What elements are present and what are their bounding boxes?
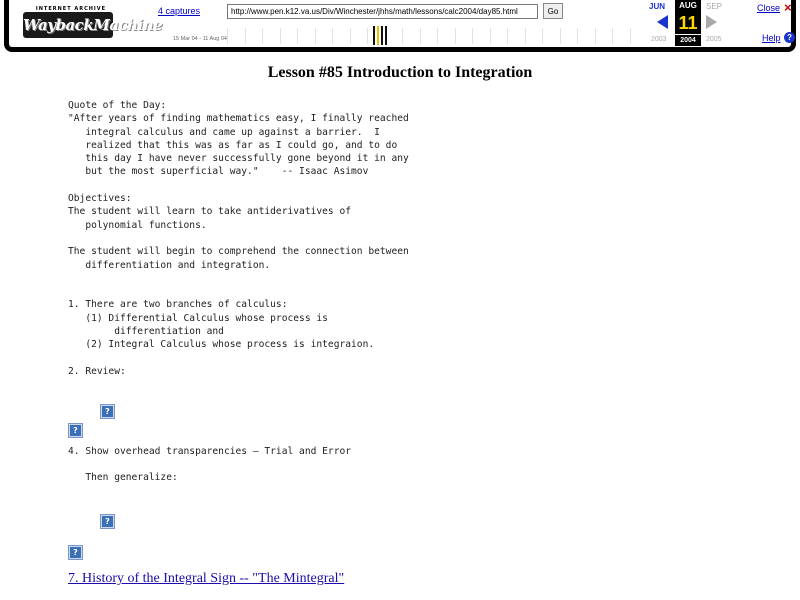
timeline-tick bbox=[245, 28, 246, 44]
timeline-tick bbox=[455, 28, 456, 44]
wayback-toolbar bbox=[4, 0, 796, 52]
timeline-tick bbox=[507, 28, 508, 44]
year-current: 2004 bbox=[675, 35, 701, 46]
capture-mark[interactable] bbox=[373, 26, 375, 45]
month-prev[interactable]: JUN bbox=[649, 2, 666, 11]
timeline-tick bbox=[577, 28, 578, 44]
mintegral-history-link[interactable]: 7. History of the Integral Sign -- "The Mintegral" bbox=[68, 571, 345, 586]
close-icon[interactable]: × bbox=[784, 0, 792, 15]
page-title: Lesson #85 Introduction to Integration bbox=[267, 64, 533, 81]
logo-top-text: INTERNET ARCHIVE bbox=[35, 6, 107, 12]
wayback-logo[interactable] bbox=[23, 6, 163, 42]
month-next: SEP bbox=[706, 2, 723, 11]
captures-range: 15 Mar 04 - 11 Aug 04 bbox=[172, 36, 227, 42]
logo-main-text: WaybackMachine bbox=[23, 12, 113, 38]
capture-mark[interactable] bbox=[385, 26, 387, 45]
timeline-tick bbox=[367, 28, 368, 44]
year-next: 2005 bbox=[706, 36, 722, 43]
month-current: AUG bbox=[675, 0, 701, 12]
timeline-tick bbox=[595, 28, 596, 44]
prev-capture-arrow-icon[interactable] bbox=[657, 15, 668, 29]
timeline-tick bbox=[350, 28, 351, 44]
captures-link[interactable]: 4 captures bbox=[157, 6, 201, 16]
timeline-tick bbox=[280, 28, 281, 44]
next-capture-arrow-icon bbox=[706, 15, 717, 29]
capture-mark[interactable] bbox=[377, 26, 379, 45]
timeline-tick bbox=[437, 28, 438, 44]
close-link[interactable]: Close bbox=[757, 3, 781, 13]
go-button[interactable]: Go bbox=[543, 3, 563, 19]
lesson-body-text: Quote of the Day: "After years of finding mathematics easy, I finally reached integral calculus and came up against a barrier. I realized that this was as far as I could go, and to do this day I have never successfully gone beyond it in any but the most superficial way." -- Isaac Asimov Objectives: The student will learn to take antiderivatives of polynomial functions. The student will begin to comprehend the connection between differentiation and integration. 1. There are two branches of calculus: (1) Differential Calculus whose process is differentiation and (2) Integral Calculus whose process is integraion. 2. Review: 4. Show overhead transparencies — Trial and Error Then generalize: bbox=[68, 100, 409, 484]
broken-image-icon: ? bbox=[69, 424, 82, 437]
timeline-tick bbox=[490, 28, 491, 44]
timeline-tick bbox=[332, 28, 333, 44]
help-icon[interactable]: ? bbox=[784, 32, 795, 43]
broken-image-icon: ? bbox=[101, 515, 114, 528]
broken-image-icon: ? bbox=[101, 405, 114, 418]
timeline-tick bbox=[612, 28, 613, 44]
timeline-tick bbox=[402, 28, 403, 44]
year-prev: 2003 bbox=[651, 36, 667, 43]
timeline-tick bbox=[472, 28, 473, 44]
timeline-tick bbox=[560, 28, 561, 44]
timeline-tick bbox=[420, 28, 421, 44]
capture-timeline[interactable] bbox=[227, 25, 647, 45]
timeline-tick bbox=[262, 28, 263, 44]
timeline-tick bbox=[297, 28, 298, 44]
broken-image-icon: ? bbox=[69, 546, 82, 559]
timeline-tick bbox=[630, 28, 631, 44]
help-link[interactable]: Help bbox=[762, 33, 781, 43]
timeline-tick bbox=[525, 28, 526, 44]
url-input[interactable] bbox=[227, 4, 538, 19]
timeline-tick bbox=[315, 28, 316, 44]
timeline-tick bbox=[542, 28, 543, 44]
timeline-tick bbox=[227, 28, 228, 44]
current-day: 11 bbox=[675, 12, 701, 34]
capture-mark[interactable] bbox=[381, 26, 383, 45]
